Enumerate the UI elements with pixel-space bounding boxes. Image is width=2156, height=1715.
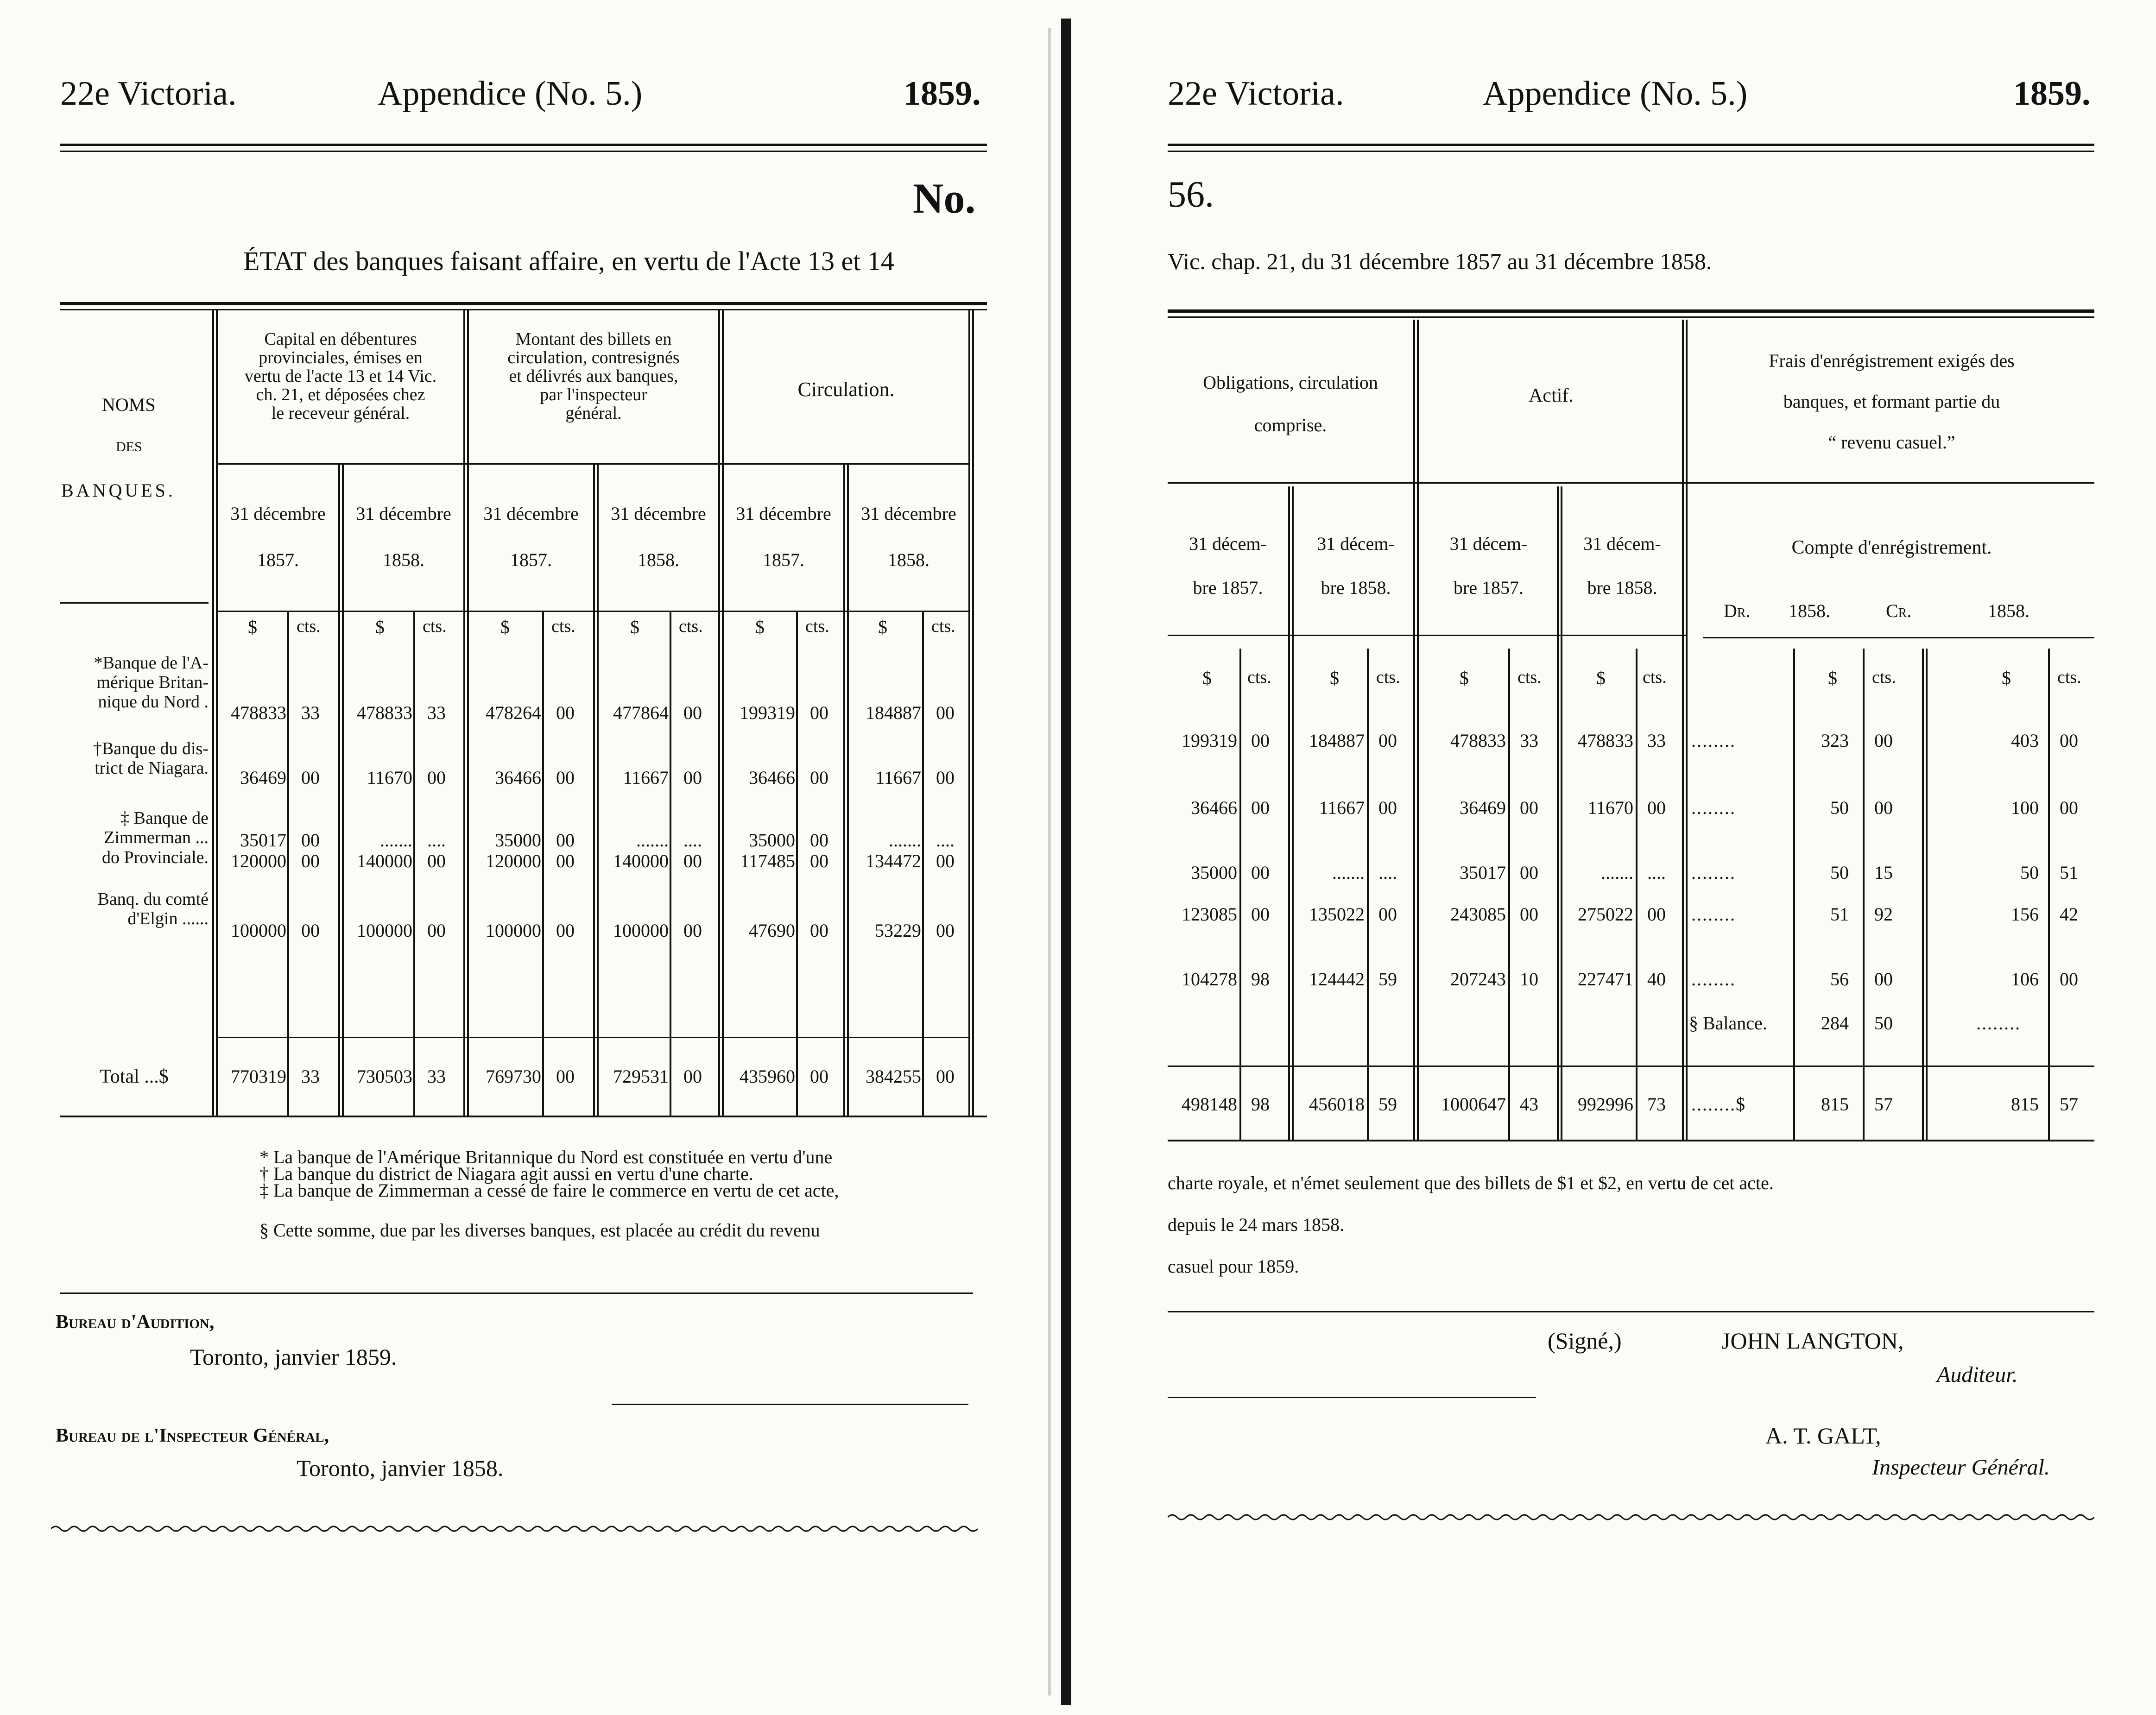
cts-label: cts.: [2057, 668, 2081, 687]
auditor-title: Auditeur.: [1937, 1362, 2018, 1387]
total-amount: 992996: [1578, 1094, 1633, 1115]
amount-cell: 135022: [1309, 904, 1365, 925]
bank-name-line: Banq. du comté: [97, 889, 209, 909]
amount-cell: 184887: [866, 702, 921, 723]
inspector-name: A. T. GALT,: [1765, 1423, 1881, 1449]
dr-cents: 00: [1874, 969, 1893, 990]
total-amount: 384255: [866, 1066, 921, 1087]
header-rule-2: [1168, 151, 2094, 152]
cents-cell: 00: [427, 851, 446, 871]
header-actif: Actif.: [1529, 385, 1574, 406]
cents-cell: 00: [683, 920, 702, 941]
amount-cell: 36466: [1191, 797, 1237, 818]
total-rule: [1168, 1066, 2094, 1067]
header-des: DES: [116, 439, 142, 454]
footnote-rule: [1168, 1311, 2094, 1312]
amount-cell: 100000: [613, 920, 669, 941]
cents-cell: 33: [1520, 730, 1538, 751]
date-header: 31 décem-: [1449, 533, 1528, 554]
dollar-sign: $: [248, 617, 257, 637]
footnote-rule: [60, 1293, 973, 1294]
amount-cell: 134472: [866, 851, 921, 871]
date-header-year: bre 1857.: [1453, 577, 1524, 598]
amount-cell: 35000: [749, 830, 795, 851]
amount-cell: 11667: [875, 767, 921, 788]
bank-name-line: mérique Britan-: [96, 673, 209, 692]
subheader-rule: [218, 463, 968, 465]
auditor-name: JOHN LANGTON,: [1721, 1328, 1904, 1354]
cents-cell: 00: [556, 830, 575, 851]
dollar-sign: $: [1828, 668, 1837, 688]
left-header-year: 1859.: [904, 75, 981, 113]
table-top-rule-2: [1168, 316, 2094, 318]
wavy-rule: [51, 1522, 978, 1536]
date-header: 31 décem-: [1317, 533, 1395, 554]
amount-cell: 100000: [486, 920, 541, 941]
vline-4: [968, 310, 974, 1116]
vline-1: [1413, 320, 1419, 1140]
cr-cents: 51: [2060, 862, 2078, 883]
vline-cts: [922, 612, 924, 1116]
vline-cts: [796, 612, 798, 1116]
amount-cell: .......: [636, 830, 669, 851]
left-header-session: 22e Victoria.: [60, 75, 237, 113]
amount-cell: 478264: [486, 702, 541, 723]
footnote: ‡ La banque de Zimmerman a cessé de faire le commerce en vertu de cet acte,: [259, 1180, 839, 1201]
left-title-line: ÉTAT des banques faisant affaire, en vertu de l'Acte 13 et 14: [243, 246, 894, 276]
table-bottom-rule: [1168, 1140, 2094, 1141]
cents-cell: 00: [1520, 862, 1538, 883]
dollar-sign: $: [375, 617, 385, 637]
dr-leader: ........: [1691, 862, 1736, 883]
total-amount: 1000647: [1441, 1094, 1506, 1115]
vline-5: [338, 463, 344, 1116]
total-amount: 730503: [357, 1066, 412, 1087]
amount-cell: .......: [889, 830, 921, 851]
left-footnotes: [259, 1149, 839, 1239]
total-dr: 815: [1821, 1094, 1849, 1115]
cts-label: cts.: [679, 617, 703, 636]
date-header: 31 décem-: [1583, 533, 1661, 554]
date-header-year: bre 1857.: [1193, 577, 1263, 598]
left-number-label: No.: [913, 175, 976, 222]
amount-cell: 227471: [1578, 969, 1633, 990]
subheader-rule: [1168, 482, 2094, 484]
amount-cell: 478833: [1450, 730, 1506, 751]
amount-cell: 35000: [495, 830, 541, 851]
cts-label: cts.: [1872, 668, 1896, 687]
total-label: Total ...$: [100, 1066, 169, 1087]
cr-cents: 42: [2060, 904, 2078, 925]
dollar-sign: $: [1596, 668, 1606, 688]
cents-cell: 00: [427, 920, 446, 941]
amount-cell: 100000: [357, 920, 412, 941]
cents-cell: 00: [810, 830, 828, 851]
amount-cell: 36469: [1460, 797, 1506, 818]
amount-cell: 140000: [357, 851, 412, 871]
bureau-inspecteur: Bureau de l'Inspecteur Général,: [56, 1425, 329, 1446]
signe-label: (Signé,): [1548, 1328, 1622, 1354]
signature-rule: [612, 1404, 968, 1405]
bank-name: [60, 889, 209, 928]
amount-cell: 36466: [495, 767, 541, 788]
cents-cell: 00: [301, 767, 320, 788]
header-rule-2: [60, 151, 987, 152]
cents-cell: 00: [556, 920, 575, 941]
total-cr-cents: 57: [2060, 1094, 2078, 1115]
cents-cell: 33: [427, 702, 446, 723]
balance-label: § Balance.: [1689, 1013, 1767, 1034]
cts-label: cts.: [805, 617, 829, 636]
table-top-rule: [60, 302, 987, 305]
date-rule: [218, 611, 968, 612]
cents-cell: 00: [936, 767, 955, 788]
amount-cell: 35000: [1191, 862, 1237, 883]
vline-cts: [413, 612, 415, 1116]
date-header: 31 décembre: [230, 503, 326, 524]
amount-cell: 184887: [1309, 730, 1365, 751]
cents-cell: 00: [1378, 797, 1397, 818]
cts-label: cts.: [931, 617, 955, 636]
right-footnote: charte royale, et n'émet seulement que des billets de $1 et $2, en vertu de cet acte.: [1168, 1173, 1774, 1193]
cents-cell: 00: [301, 920, 320, 941]
header-obligations: Obligations, circulation comprise.: [1203, 372, 1378, 435]
cents-cell: ....: [683, 830, 702, 851]
amount-cell: 117485: [740, 851, 795, 871]
cr-amount: 100: [2011, 797, 2039, 818]
dollar-sign: $: [1330, 668, 1339, 688]
cents-cell: 00: [683, 702, 702, 723]
amount-cell: 100000: [231, 920, 286, 941]
header-rule: [60, 144, 987, 146]
total-cents: 33: [427, 1066, 446, 1087]
dollar-sign: $: [878, 617, 887, 637]
amount-cell: 478833: [1578, 730, 1633, 751]
cr-amount: 403: [2011, 730, 2039, 751]
dr-cents: 92: [1874, 904, 1893, 925]
vline-4: [1557, 486, 1562, 1140]
vline-cts: [670, 612, 671, 1116]
date-header: 31 décembre: [611, 503, 706, 524]
date-header: 31 décembre: [483, 503, 579, 524]
amount-cell: 11670: [367, 767, 412, 788]
vline-2: [463, 310, 469, 1116]
header-capital: Capital en débentures provinciales, émises en vertu de l'acte 13 et 14 Vic. ch. 21, et déposées chez le receveur général.: [244, 329, 437, 423]
bank-name-line: *Banque de l'A-: [94, 653, 209, 673]
date-header: 31 décem-: [1189, 533, 1267, 554]
amount-cell: .......: [1332, 862, 1365, 883]
cr-amount: 106: [2011, 969, 2039, 990]
cts-label: cts.: [1376, 668, 1400, 687]
cents-cell: 00: [1647, 904, 1666, 925]
dr-leader: ........: [1691, 969, 1736, 990]
footnote: * La banque de l'Amérique Britannique du Nord est constituée en vertu d'une: [259, 1147, 833, 1167]
right-header-appendix: Appendice (No. 5.): [1483, 75, 1748, 113]
amount-cell: 478833: [357, 702, 412, 723]
amount-cell: 207243: [1450, 969, 1506, 990]
cents-cell: 00: [1378, 904, 1397, 925]
right-page: [1080, 0, 2156, 1715]
inspector-title: Inspecteur Général.: [1872, 1455, 2050, 1480]
dr-amount: 56: [1830, 969, 1849, 990]
cents-cell: 40: [1647, 969, 1666, 990]
cr-cents: 00: [2060, 797, 2078, 818]
table-top-rule: [1168, 309, 2094, 313]
cents-cell: 00: [1520, 904, 1538, 925]
amount-cell: .......: [380, 830, 412, 851]
dr-cents: 00: [1874, 730, 1893, 751]
amount-cell: 36466: [749, 767, 795, 788]
cents-cell: 59: [1378, 969, 1397, 990]
cents-cell: 00: [810, 851, 828, 871]
footnote: § Cette somme, due par les diverses banques, est placée au crédit du revenu: [259, 1220, 820, 1241]
total-cents: 73: [1647, 1094, 1666, 1115]
header-noms: NOMS: [102, 394, 156, 415]
total-amount: 456018: [1309, 1094, 1365, 1115]
date-header-year: 1858.: [888, 549, 929, 570]
bank-name-line: d'Elgin ......: [127, 909, 209, 928]
right-footnote: depuis le 24 mars 1858.: [1168, 1214, 1345, 1235]
cents-cell: 10: [1520, 969, 1538, 990]
amount-cell: 140000: [613, 851, 669, 871]
bank-name: [60, 848, 209, 867]
cents-cell: 98: [1251, 969, 1270, 990]
total-amount: 729531: [613, 1066, 669, 1087]
bureau-audition: Bureau d'Audition,: [56, 1311, 215, 1333]
header-montant: Montant des billets en circulation, contresignés et délivrés aux banques, par l'inspecteur général.: [507, 329, 680, 423]
header-cr: Cr.: [1886, 600, 1912, 621]
amount-cell: 124442: [1309, 969, 1365, 990]
cr-amount: 50: [2020, 862, 2039, 883]
footnote: † La banque du district de Niagara agit aussi en vertu d'une charte.: [259, 1163, 753, 1184]
total-cr: 815: [2011, 1094, 2039, 1115]
left-page: [0, 0, 1043, 1715]
cts-label: cts.: [1247, 668, 1271, 687]
amount-cell: 35017: [1460, 862, 1506, 883]
cents-cell: 00: [936, 920, 955, 941]
dr-amount: 51: [1830, 904, 1849, 925]
right-footnote: casuel pour 1859.: [1168, 1256, 1299, 1277]
cents-cell: 33: [1647, 730, 1666, 751]
cents-cell: 00: [1251, 730, 1270, 751]
right-number-label: 56.: [1168, 174, 1214, 215]
total-cents: 33: [301, 1066, 320, 1087]
total-rule: [218, 1037, 968, 1038]
dollar-sign: $: [1460, 668, 1469, 688]
balance-dr: 284: [1821, 1013, 1849, 1034]
cr-cents: 00: [2060, 969, 2078, 990]
cents-cell: 00: [301, 830, 320, 851]
header-frais: Frais d'enrégistrement exigés des banques, et formant partie du “ revenu casuel.”: [1769, 350, 2015, 453]
amount-cell: 36469: [240, 767, 286, 788]
cts-label: cts.: [1643, 668, 1667, 687]
table-top-rule-2: [60, 309, 987, 310]
amount-cell: 104278: [1182, 969, 1237, 990]
balance-dr-cents: 50: [1874, 1013, 1893, 1034]
book-spine: [1061, 19, 1071, 1705]
date-header: 31 décembre: [356, 503, 451, 524]
dr-amount: 50: [1830, 797, 1849, 818]
cents-cell: 00: [556, 851, 575, 871]
dollar-sign: $: [630, 617, 639, 637]
total-cents: 00: [936, 1066, 955, 1087]
bank-name-line: trict de Niagara.: [95, 758, 209, 778]
amount-cell: 477864: [613, 702, 669, 723]
date-header-year: 1858.: [638, 549, 679, 570]
amount-cell: 53229: [875, 920, 921, 941]
cents-cell: 00: [810, 702, 828, 723]
bureau-inspecteur-place: Toronto, janvier 1858.: [297, 1455, 504, 1481]
header-1858-cr: 1858.: [1988, 600, 2030, 621]
left-header-appendix: Appendice (No. 5.): [378, 75, 643, 113]
vline-6: [593, 463, 599, 1116]
amount-cell: 275022: [1578, 904, 1633, 925]
bank-name-line: †Banque du dis-: [93, 739, 209, 758]
vline-cts: [287, 612, 289, 1116]
bank-name-line: nique du Nord .: [98, 692, 209, 712]
total-amount: 770319: [231, 1066, 286, 1087]
cents-cell: ....: [427, 830, 446, 851]
amount-cell: 123085: [1182, 904, 1237, 925]
vline-3: [1288, 486, 1294, 1140]
cents-cell: 33: [301, 702, 320, 723]
dr-amount: 50: [1830, 862, 1849, 883]
total-amount: 769730: [486, 1066, 541, 1087]
vline-7: [843, 463, 849, 1116]
amount-cell: .......: [1601, 862, 1633, 883]
cents-cell: 00: [556, 702, 575, 723]
cents-cell: 00: [810, 920, 828, 941]
amount-cell: 11667: [1319, 797, 1365, 818]
header-rule: [1168, 144, 2094, 146]
cents-cell: 00: [1378, 730, 1397, 751]
total-dr-cents: 57: [1874, 1094, 1893, 1115]
dr-amount: 323: [1821, 730, 1849, 751]
amount-cell: 11667: [623, 767, 669, 788]
amount-cell: 199319: [1182, 730, 1237, 751]
total-cents: 00: [810, 1066, 828, 1087]
cents-cell: 00: [1520, 797, 1538, 818]
total-cents: 98: [1251, 1094, 1270, 1115]
cents-cell: ....: [936, 830, 955, 851]
vline-cts: [542, 612, 544, 1116]
date-rule: [1168, 635, 1687, 636]
header-circulation: Circulation.: [797, 378, 895, 401]
cents-cell: 00: [556, 767, 575, 788]
date-header: 31 décembre: [861, 503, 956, 524]
cr-amount: 156: [2011, 904, 2039, 925]
cts-label: cts.: [423, 617, 447, 636]
total-cents: 59: [1378, 1094, 1397, 1115]
cents-cell: 00: [1251, 797, 1270, 818]
bureau-audition-place: Toronto, janvier 1859.: [190, 1344, 397, 1370]
vline-2: [1682, 320, 1688, 1140]
dr-cents: 00: [1874, 797, 1893, 818]
signature-rule: [1168, 1397, 1536, 1398]
amount-cell: 478833: [231, 702, 286, 723]
dr-leader: ........: [1691, 904, 1736, 925]
cents-cell: 00: [683, 851, 702, 871]
dollar-sign: $: [2002, 668, 2011, 688]
vline-1: [212, 310, 218, 1116]
total-cents: 00: [556, 1066, 575, 1087]
amount-cell: 120000: [486, 851, 541, 871]
dr-cents: 15: [1874, 862, 1893, 883]
dr-cr-rule: [1703, 637, 2094, 638]
cents-cell: 00: [683, 767, 702, 788]
bank-name-line: ‡ Banque de: [120, 808, 209, 828]
right-header-session: 22e Victoria.: [1168, 75, 1344, 113]
date-header-year: bre 1858.: [1587, 577, 1657, 598]
header-1858-dr: 1858.: [1789, 600, 1830, 621]
cts-label: cts.: [551, 617, 575, 636]
cts-label: cts.: [297, 617, 321, 636]
cents-cell: ....: [1647, 862, 1666, 883]
date-header-year: 1857.: [763, 549, 804, 570]
dollar-sign: $: [500, 617, 510, 637]
spine-shadow: [1048, 28, 1051, 1696]
date-header-year: bre 1858.: [1321, 577, 1391, 598]
cents-cell: ....: [1378, 862, 1397, 883]
total-cents: 00: [683, 1066, 702, 1087]
amount-cell: 120000: [231, 851, 286, 871]
header-banques: BANQUES.: [61, 480, 176, 501]
cents-cell: 00: [936, 702, 955, 723]
cents-cell: 00: [1251, 862, 1270, 883]
bank-name-line: do Provinciale.: [101, 848, 209, 867]
cts-label: cts.: [1517, 668, 1542, 687]
total-amount: 435960: [740, 1066, 795, 1087]
amount-cell: 199319: [740, 702, 795, 723]
cents-cell: 00: [1251, 904, 1270, 925]
header-dr: Dr.: [1724, 600, 1751, 621]
vline-3: [718, 310, 724, 1116]
dollar-sign: $: [1202, 668, 1212, 688]
bank-name: [60, 739, 209, 778]
right-header-year: 1859.: [2013, 75, 2091, 113]
cr-cents: 00: [2060, 730, 2078, 751]
total-dr-leader: ........$: [1691, 1094, 1746, 1115]
bank-name-line: Zimmerman ...: [104, 828, 209, 847]
header-compte: Compte d'enrégistrement.: [1791, 537, 1992, 558]
date-header-year: 1857.: [510, 549, 552, 570]
bank-name: [60, 808, 209, 847]
cents-cell: 00: [810, 767, 828, 788]
wavy-rule: [1168, 1510, 2094, 1524]
date-header-year: 1857.: [257, 549, 299, 570]
amount-cell: 35017: [240, 830, 286, 851]
amount-cell: 11670: [1587, 797, 1633, 818]
cents-cell: 00: [427, 767, 446, 788]
date-header-year: 1858.: [383, 549, 424, 570]
cents-cell: 00: [936, 851, 955, 871]
date-header: 31 décembre: [736, 503, 831, 524]
names-rule: [60, 602, 209, 604]
right-title-line: Vic. chap. 21, du 31 décembre 1857 au 31 décembre 1858.: [1168, 248, 1712, 274]
balance-cr: ........: [1976, 1013, 2021, 1034]
amount-cell: 243085: [1450, 904, 1506, 925]
total-cents: 43: [1520, 1094, 1538, 1115]
dollar-sign: $: [755, 617, 765, 637]
total-amount: 498148: [1182, 1094, 1237, 1115]
cents-cell: 00: [1647, 797, 1666, 818]
bank-name: [60, 653, 209, 712]
amount-cell: 47690: [749, 920, 795, 941]
dr-leader: ........: [1691, 730, 1736, 751]
dr-leader: ........: [1691, 797, 1736, 818]
cents-cell: 00: [301, 851, 320, 871]
